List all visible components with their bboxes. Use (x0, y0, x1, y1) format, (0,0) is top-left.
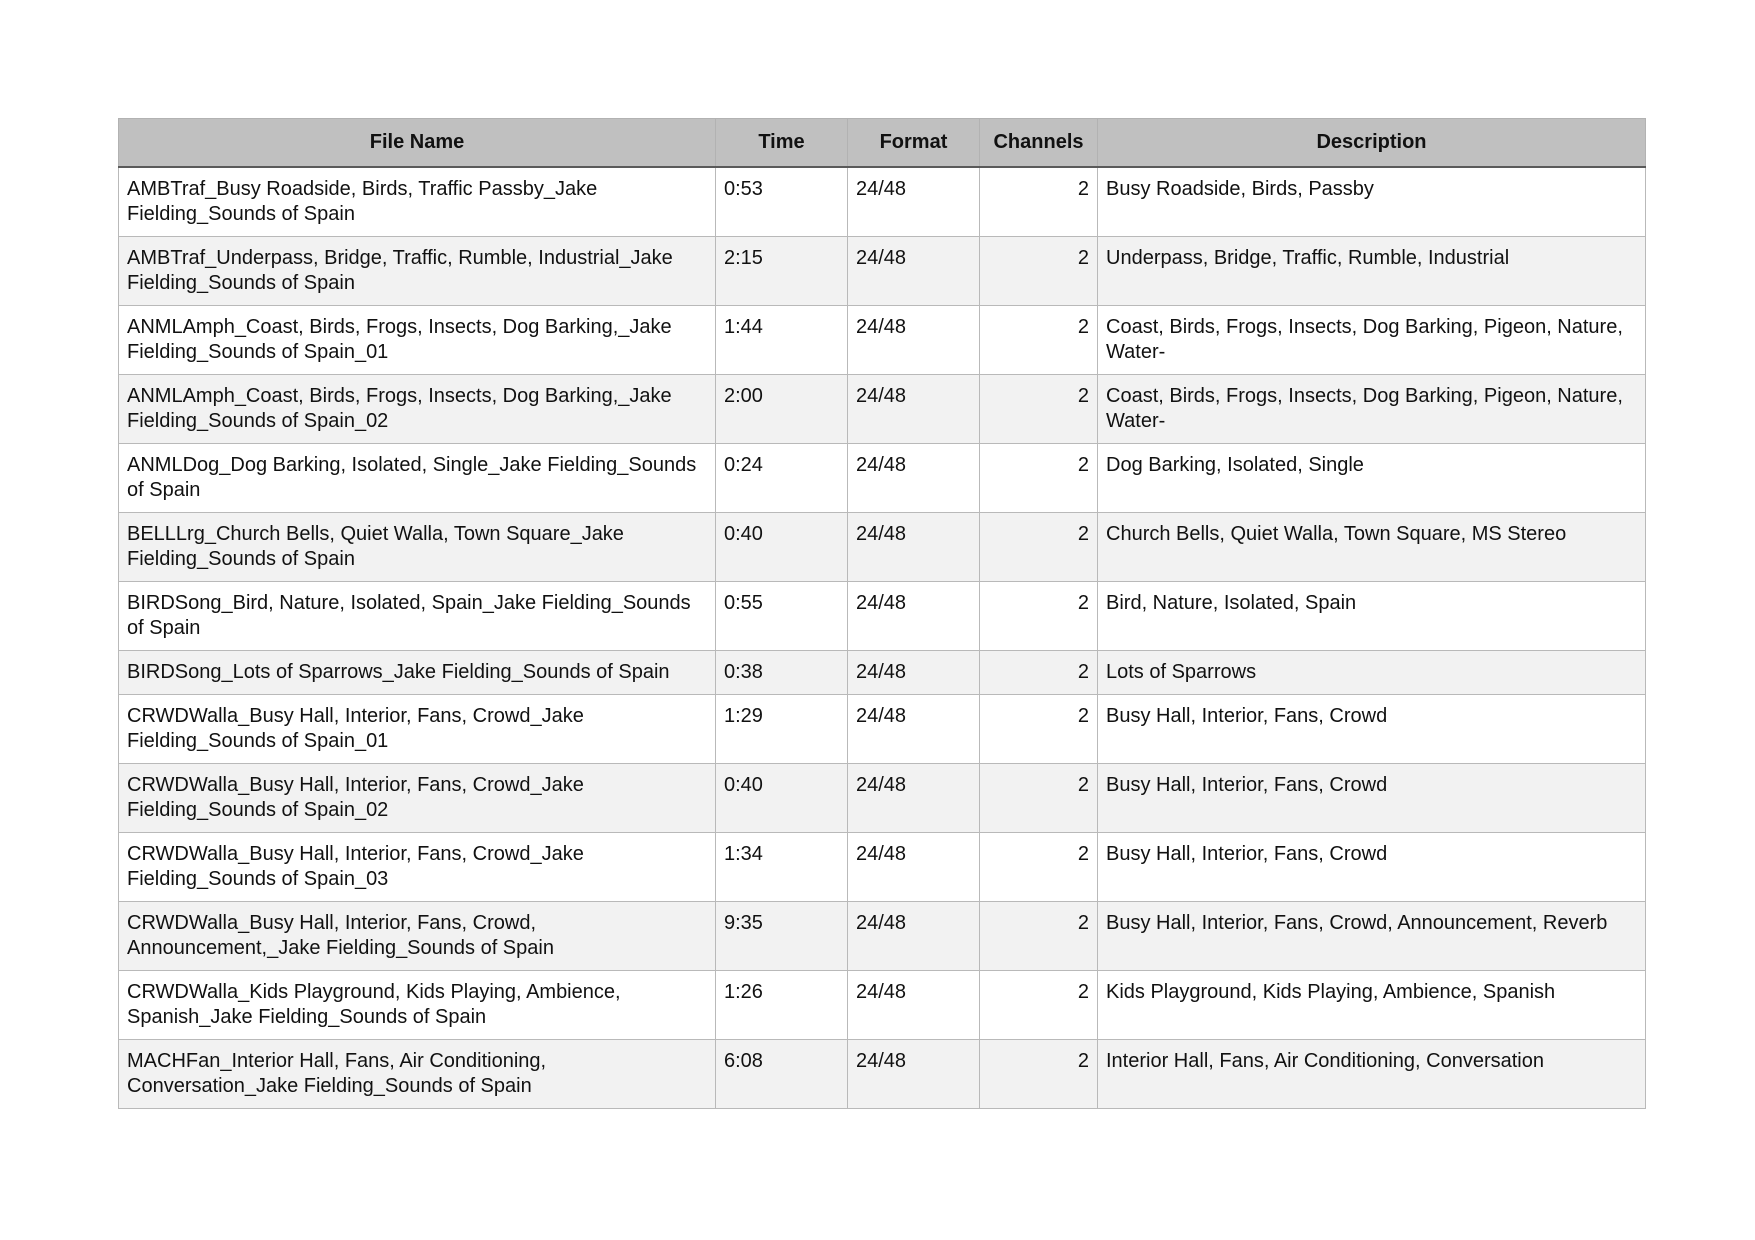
cell-description: Lots of Sparrows (1098, 651, 1646, 695)
cell-format: 24/48 (848, 167, 980, 237)
cell-format: 24/48 (848, 375, 980, 444)
cell-time: 1:29 (716, 695, 848, 764)
cell-file-name: CRWDWalla_Busy Hall, Interior, Fans, Crowd_Jake Fielding_Sounds of Spain_02 (119, 764, 716, 833)
cell-channels: 2 (980, 695, 1098, 764)
cell-channels: 2 (980, 651, 1098, 695)
cell-description: Dog Barking, Isolated, Single (1098, 444, 1646, 513)
cell-time: 0:24 (716, 444, 848, 513)
cell-format: 24/48 (848, 444, 980, 513)
cell-time: 6:08 (716, 1040, 848, 1109)
cell-file-name: AMBTraf_Underpass, Bridge, Traffic, Rumble, Industrial_Jake Fielding_Sounds of Spain (119, 237, 716, 306)
cell-channels: 2 (980, 764, 1098, 833)
cell-time: 9:35 (716, 902, 848, 971)
cell-channels: 2 (980, 237, 1098, 306)
cell-format: 24/48 (848, 306, 980, 375)
cell-format: 24/48 (848, 513, 980, 582)
cell-description: Coast, Birds, Frogs, Insects, Dog Barking, Pigeon, Nature, Water- (1098, 306, 1646, 375)
cell-time: 2:00 (716, 375, 848, 444)
cell-channels: 2 (980, 444, 1098, 513)
sound-files-table (118, 118, 1646, 1109)
cell-time: 0:40 (716, 513, 848, 582)
table-row (119, 971, 1646, 1040)
cell-description: Busy Hall, Interior, Fans, Crowd (1098, 764, 1646, 833)
cell-format: 24/48 (848, 237, 980, 306)
cell-time: 1:44 (716, 306, 848, 375)
cell-channels: 2 (980, 971, 1098, 1040)
cell-time: 0:53 (716, 167, 848, 237)
header-row (119, 119, 1646, 168)
header-format: Format (848, 119, 980, 168)
cell-description: Busy Hall, Interior, Fans, Crowd, Announcement, Reverb (1098, 902, 1646, 971)
table-row (119, 651, 1646, 695)
cell-file-name: BIRDSong_Bird, Nature, Isolated, Spain_Jake Fielding_Sounds of Spain (119, 582, 716, 651)
cell-description: Busy Roadside, Birds, Passby (1098, 167, 1646, 237)
cell-file-name: CRWDWalla_Busy Hall, Interior, Fans, Crowd_Jake Fielding_Sounds of Spain_03 (119, 833, 716, 902)
cell-time: 1:34 (716, 833, 848, 902)
cell-format: 24/48 (848, 833, 980, 902)
table-row (119, 833, 1646, 902)
table-row (119, 764, 1646, 833)
table-row (119, 237, 1646, 306)
cell-file-name: ANMLAmph_Coast, Birds, Frogs, Insects, Dog Barking,_Jake Fielding_Sounds of Spain_01 (119, 306, 716, 375)
cell-file-name: ANMLAmph_Coast, Birds, Frogs, Insects, Dog Barking,_Jake Fielding_Sounds of Spain_02 (119, 375, 716, 444)
table-row (119, 375, 1646, 444)
cell-file-name: CRWDWalla_Busy Hall, Interior, Fans, Crowd_Jake Fielding_Sounds of Spain_01 (119, 695, 716, 764)
header-file-name: File Name (119, 119, 716, 168)
header-time: Time (716, 119, 848, 168)
cell-file-name: BELLLrg_Church Bells, Quiet Walla, Town Square_Jake Fielding_Sounds of Spain (119, 513, 716, 582)
cell-channels: 2 (980, 167, 1098, 237)
cell-description: Kids Playground, Kids Playing, Ambience, Spanish (1098, 971, 1646, 1040)
cell-channels: 2 (980, 375, 1098, 444)
cell-description: Underpass, Bridge, Traffic, Rumble, Industrial (1098, 237, 1646, 306)
table-row (119, 167, 1646, 237)
cell-time: 1:26 (716, 971, 848, 1040)
cell-time: 0:40 (716, 764, 848, 833)
cell-channels: 2 (980, 1040, 1098, 1109)
cell-channels: 2 (980, 582, 1098, 651)
header-description: Description (1098, 119, 1646, 168)
cell-channels: 2 (980, 306, 1098, 375)
table-header (119, 119, 1646, 168)
cell-format: 24/48 (848, 651, 980, 695)
cell-format: 24/48 (848, 695, 980, 764)
cell-file-name: CRWDWalla_Kids Playground, Kids Playing, Ambience, Spanish_Jake Fielding_Sounds of Spain (119, 971, 716, 1040)
cell-format: 24/48 (848, 1040, 980, 1109)
cell-description: Busy Hall, Interior, Fans, Crowd (1098, 695, 1646, 764)
cell-channels: 2 (980, 833, 1098, 902)
cell-file-name: CRWDWalla_Busy Hall, Interior, Fans, Crowd, Announcement,_Jake Fielding_Sounds of Spain (119, 902, 716, 971)
cell-file-name: AMBTraf_Busy Roadside, Birds, Traffic Passby_Jake Fielding_Sounds of Spain (119, 167, 716, 237)
table-row (119, 695, 1646, 764)
cell-time: 2:15 (716, 237, 848, 306)
table-row (119, 444, 1646, 513)
cell-time: 0:55 (716, 582, 848, 651)
table-body (119, 167, 1646, 1109)
cell-description: Coast, Birds, Frogs, Insects, Dog Barking, Pigeon, Nature, Water- (1098, 375, 1646, 444)
cell-description: Busy Hall, Interior, Fans, Crowd (1098, 833, 1646, 902)
cell-time: 0:38 (716, 651, 848, 695)
table-row (119, 513, 1646, 582)
cell-format: 24/48 (848, 764, 980, 833)
sound-library-sheet (118, 118, 1645, 1109)
cell-file-name: ANMLDog_Dog Barking, Isolated, Single_Jake Fielding_Sounds of Spain (119, 444, 716, 513)
table-row (119, 582, 1646, 651)
table-row (119, 306, 1646, 375)
cell-format: 24/48 (848, 971, 980, 1040)
cell-description: Bird, Nature, Isolated, Spain (1098, 582, 1646, 651)
cell-format: 24/48 (848, 902, 980, 971)
cell-format: 24/48 (848, 582, 980, 651)
cell-channels: 2 (980, 902, 1098, 971)
cell-file-name: MACHFan_Interior Hall, Fans, Air Conditioning, Conversation_Jake Fielding_Sounds of Spain (119, 1040, 716, 1109)
cell-description: Church Bells, Quiet Walla, Town Square, MS Stereo (1098, 513, 1646, 582)
table-row (119, 902, 1646, 971)
table-row (119, 1040, 1646, 1109)
header-channels: Channels (980, 119, 1098, 168)
cell-file-name: BIRDSong_Lots of Sparrows_Jake Fielding_Sounds of Spain (119, 651, 716, 695)
cell-channels: 2 (980, 513, 1098, 582)
cell-description: Interior Hall, Fans, Air Conditioning, Conversation (1098, 1040, 1646, 1109)
